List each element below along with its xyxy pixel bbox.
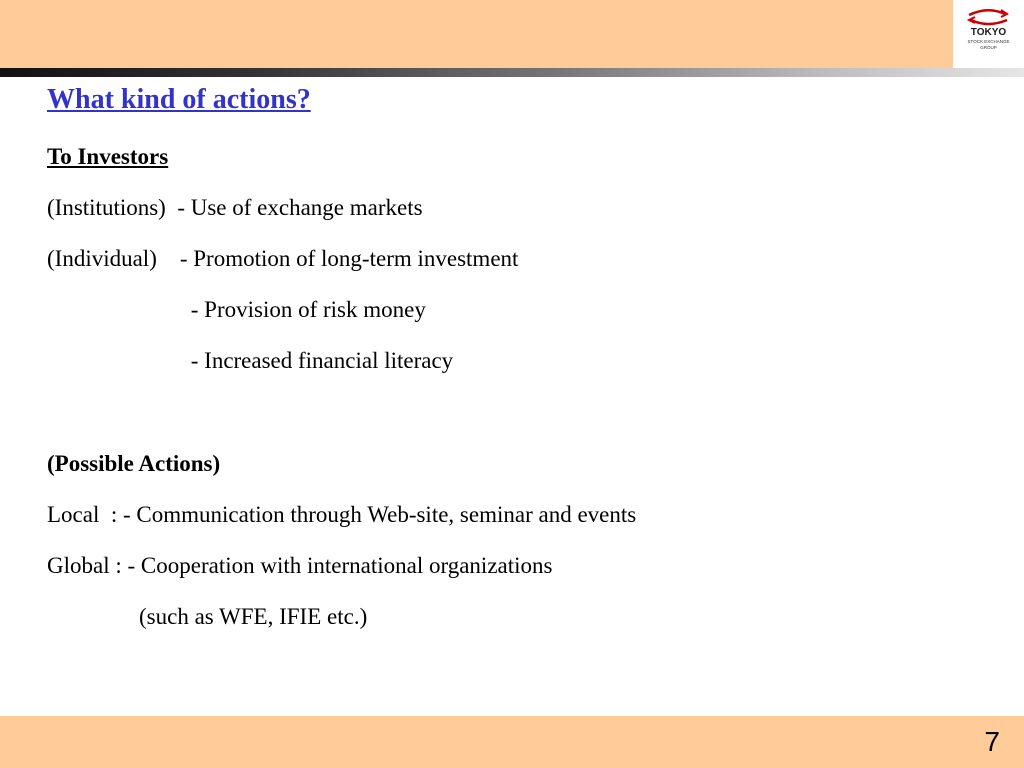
header-divider bbox=[0, 68, 1024, 77]
logo-name: TOKYO bbox=[970, 27, 1007, 38]
logo-group: GROUP bbox=[980, 45, 997, 50]
provision-line: - Provision of risk money bbox=[47, 297, 426, 322]
institutions-line: (Institutions) - Use of exchange markets bbox=[47, 195, 423, 220]
individual-line: (Individual) - Promotion of long-term investment bbox=[47, 246, 519, 271]
literacy-line: - Increased financial literacy bbox=[47, 348, 454, 373]
local-line: Local : - Communication through Web-site, seminar and events bbox=[47, 502, 637, 527]
possible-actions-title: (Possible Actions) bbox=[47, 451, 221, 476]
header-band bbox=[0, 0, 953, 68]
logo-subtitle: STOCK EXCHANGE bbox=[967, 39, 1010, 44]
logo-arrows-icon bbox=[965, 8, 1011, 26]
page-number: 7 bbox=[984, 726, 1000, 757]
tse-logo bbox=[953, 0, 1024, 68]
section-title: To Investors bbox=[47, 144, 169, 169]
global-line: Global : - Cooperation with international organizations bbox=[47, 553, 553, 578]
slide-heading: What kind of actions? bbox=[47, 84, 311, 115]
footer-band bbox=[0, 716, 1024, 768]
such-as-line: (such as WFE, IFIE etc.) bbox=[47, 604, 368, 629]
